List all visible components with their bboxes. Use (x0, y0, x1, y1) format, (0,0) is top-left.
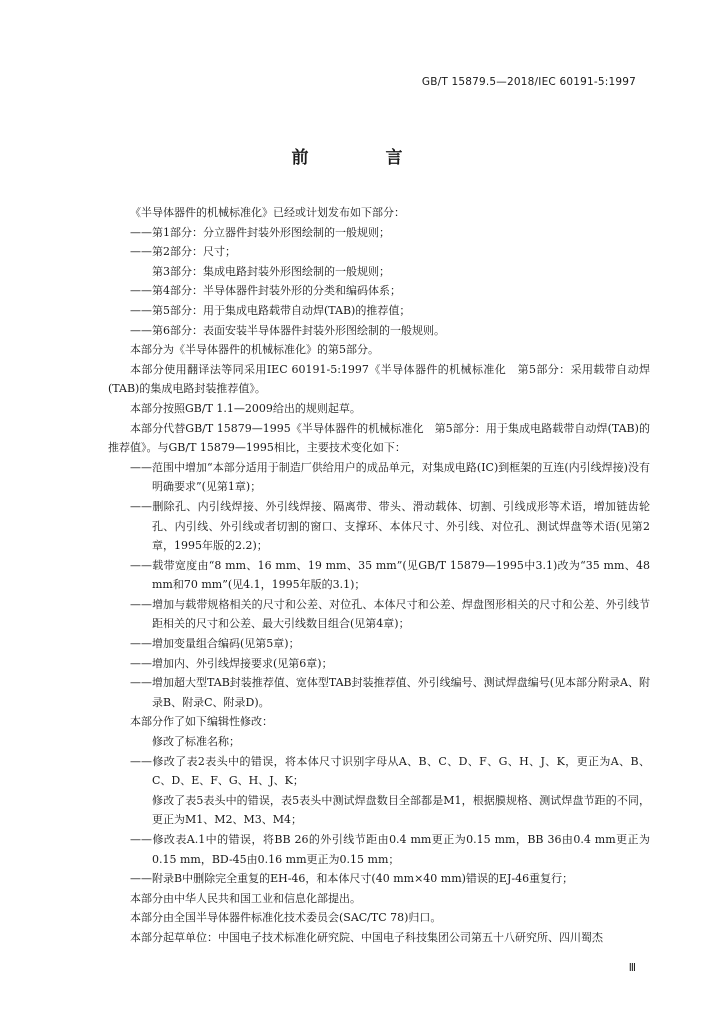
edit-item: ——修改了表2表头中的错误，将本体尺寸识别字母从A、B、C、D、F、G、H、J、K，更正为A、B、C、D、E、F、G、H、J、K； (130, 754, 650, 788)
document-body (108, 203, 650, 948)
change-item: ——删除孔、内引线焊接、外引线焊接、隔离带、带头、滑动载体、切割、引线成形等术语，增加链齿轮孔、内引线、外引线或者切割的窗口、支撑环、本体尺寸、外引线、对位孔、测试焊盘等术语(见第2章，1995年版的2.2)； (130, 499, 650, 553)
edit-item: 修改了表5表头中的错误，表5表头中测试焊盘数目全部都是M1，根据膜规格、测试焊盘节距的不同，更正为M1、M2、M3、M4； (152, 793, 650, 827)
list-item: ——第1部分：分立器件封装外形图绘制的一般规则； (130, 225, 390, 239)
paragraph: 本部分按照GB/T 1.1—2009给出的规则起草。 (130, 401, 361, 415)
paragraph-intro: 《半导体器件的机械标准化》已经或计划发布如下部分： (130, 206, 405, 219)
page-number: Ⅲ (628, 962, 636, 974)
change-item: ——载带宽度由“8 mm、16 mm、19 mm、35 mm”(见GB/T 15879—1995中3.1)改为“35 mm、48 mm和70 mm”(见4.1，1995年版的3.1)； (130, 558, 650, 592)
list-item: 第3部分：集成电路封装外形图绘制的一般规则； (152, 264, 390, 278)
paragraph: 本部分起草单位：中国电子技术标准化研究院、中国电子科技集团公司第五十八研究所、四川蜀杰 (130, 930, 603, 944)
paragraph: 本部分为《半导体器件的机械标准化》的第5部分。 (130, 343, 379, 357)
edit-item: 修改了标准名称； (152, 735, 240, 749)
change-item: ——增加内、外引线焊接要求(见第6章)； (130, 656, 333, 670)
change-item: ——范围中增加“本部分适用于制造厂供给用户的成品单元，对集成电路(IC)到框架的互连(内引线焊接)没有明确要求”(见第1章)； (130, 460, 650, 494)
standard-number-header: GB/T 15879.5—2018/IEC 60191-5:1997 (421, 76, 636, 88)
edit-item: ——附录B中删除完全重复的EH-46，和本体尺寸(40 mm×40 mm)错误的EJ-46重复行； (130, 872, 574, 886)
list-item: ——第4部分：半导体器件封装外形的分类和编码体系； (130, 284, 401, 298)
paragraph: 本部分使用翻译法等同采用IEC 60191-5:1997《半导体器件的机械标准化 第5部分：采用载带自动焊(TAB)的集成电路封装推荐值》。 (108, 362, 650, 396)
paragraph: 本部分由中华人民共和国工业和信息化部提出。 (130, 891, 361, 905)
change-item: ——增加超大型TAB封装推荐值、宽体型TAB封装推荐值、外引线编号、测试焊盘编号(见本部分附录A、附录B、附录C、附录D)。 (130, 676, 650, 709)
change-item: ——增加变量组合编码(见第5章)； (130, 637, 300, 651)
page-title: 前 言 (291, 148, 433, 168)
paragraph: 本部分代替GB/T 15879—1995《半导体器件的机械标准化 第5部分：用于集成电路载带自动焊(TAB)的推荐值》。与GB/T 15879—1995相比，主要技术变化如下： (108, 421, 650, 455)
list-item: ——第6部分：表面安装半导体器件封装外形图绘制的一般规则。 (130, 323, 445, 337)
paragraph: 本部分由全国半导体器件标准化技术委员会(SAC/TC 78)归口。 (130, 911, 442, 925)
edit-item: ——修改表A.1中的错误，将BB 26的外引线节距由0.4 mm更正为0.15 mm，BB 36由0.4 mm更正为0.15 mm，BD-45由0.16 mm更正为0.15 mm； (130, 833, 650, 866)
list-item: ——第2部分：尺寸； (130, 245, 236, 259)
paragraph: 本部分作了如下编辑性修改： (130, 715, 273, 729)
list-item: ——第5部分：用于集成电路载带自动焊(TAB)的推荐值； (130, 303, 411, 317)
change-item: ——增加与载带规格相关的尺寸和公差、对位孔、本体尺寸和公差、焊盘图形相关的尺寸和公差、外引线节距相关的尺寸和公差、最大引线数目组合(见第4章)； (130, 597, 650, 631)
